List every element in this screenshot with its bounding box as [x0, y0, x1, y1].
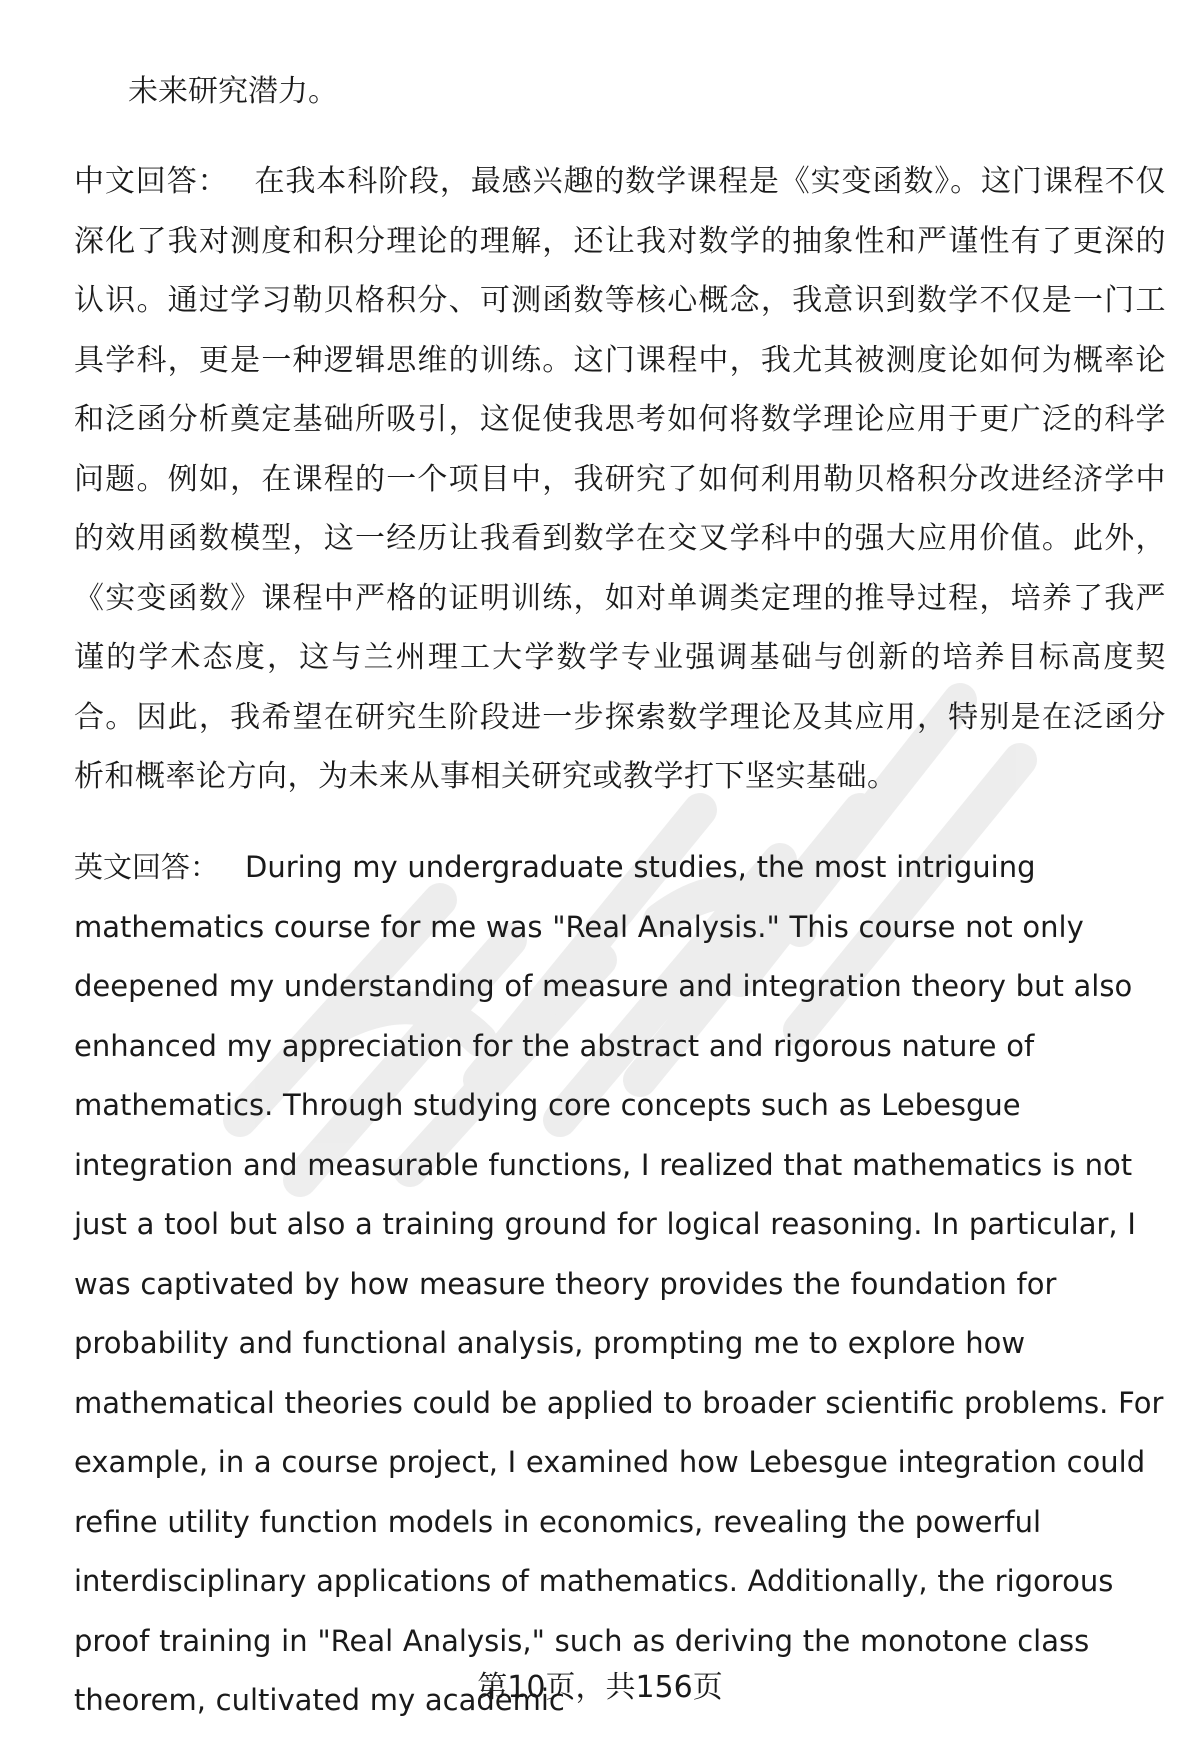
english-answer-paragraph: [74, 838, 1166, 1731]
chinese-answer-text: 在我本科阶段，最感兴趣的数学课程是《实变函数》。这门课程不仅深化了我对测度和积分理论的理解，还让我对数学的抽象性和严谨性有了更深的认识。通过学习勒贝格积分、可测函数等核心概念，我意识到数学不仅是一门工具学科，更是一种逻辑思维的训练。这门课程中，我尤其被测度论如何为概率论和泛函分析奠定基础所吸引，这促使我思考如何将数学理论应用于更广泛的科学问题。例如，在课程的一个项目中，我研究了如何利用勒贝格积分改进经济学中的效用函数模型，这一经历让我看到数学在交叉学科中的强大应用价值。此外，《实变函数》课程中严格的证明训练，如对单调类定理的推导过程，培养了我严谨的学术态度，这与兰州理工大学数学专业强调基础与创新的培养目标高度契合。因此，我希望在研究生阶段进一步探索数学理论及其应用，特别是在泛函分析和概率论方向，为未来从事相关研究或教学打下坚实基础。: [74, 164, 1167, 794]
continued-paragraph: 未来研究潜力。: [128, 74, 338, 109]
english-answer-label: 英文回答：: [74, 850, 220, 884]
page-number-footer: 第10页，共156页: [477, 1670, 723, 1705]
english-answer-text: During my undergraduate studies, the most intriguing mathematics course for me was "Real Analysis." This course not only deepened my understanding of measure and integration theory but also enhanced my appreciation for the abstract and rigorous nature of mathematics. Through studying core concepts such as Lebesgue integration and measurable functions, I realized that mathematics is not just a tool but also a training ground for logical reasoning. In particular, I was captivated by how measure theory provides the foundation for probability and functional analysis, prompting me to explore how mathematical theories could be applied to broader scientific problems. For example, in a course project, I examined how Lebesgue integration could refine utility function models in economics, revealing the powerful interdisciplinary applications of mathematics. Additionally, the rigorous proof training in "Real Analysis," such as deriving the monotone class theorem, cultivated my academic: [74, 850, 1164, 1717]
chinese-answer-label: 中文回答：: [74, 164, 229, 199]
chinese-answer-paragraph: [74, 152, 1166, 807]
